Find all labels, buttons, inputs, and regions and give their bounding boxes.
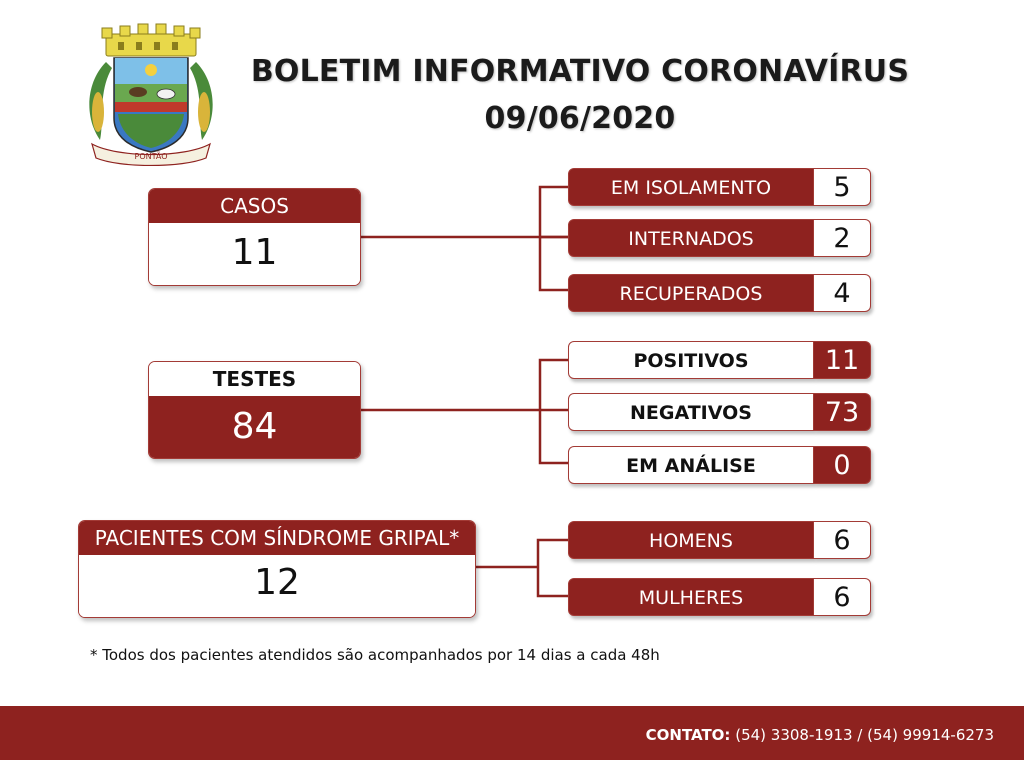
municipal-coat-of-arms-icon [78,22,224,166]
em-analise-value: 0 [814,446,871,484]
recuperados-label: RECUPERADOS [568,274,814,312]
page-title: BOLETIM INFORMATIVO CORONAVÍRUS [250,54,910,89]
casos-value: 11 [149,223,360,286]
report-date: 09/06/2020 [484,101,676,136]
positivos-value: 11 [814,341,871,379]
sindrome-label: PACIENTES COM SÍNDROME GRIPAL* [79,521,475,555]
logo-ribbon-text: PONTÃO [134,152,168,161]
internados-value: 2 [814,219,871,257]
contact-phones: (54) 3308-1913 / (54) 99914-6273 [735,726,994,744]
footer-bar [0,706,1024,760]
homens-label: HOMENS [568,521,814,559]
mulheres-value: 6 [814,578,871,616]
contact-info [646,726,994,744]
testes-value: 84 [149,396,360,459]
isolamento-label: EM ISOLAMENTO [568,168,814,206]
casos-box [148,188,361,286]
footnote: * Todos dos pacientes atendidos são acompanhados por 14 dias a cada 48h [90,646,660,664]
casos-label: CASOS [149,189,360,223]
internados-label: INTERNADOS [568,219,814,257]
sindrome-box [78,520,476,618]
sindrome-value: 12 [79,555,475,618]
isolamento-value: 5 [814,168,871,206]
contact-label: CONTATO: [645,726,731,744]
testes-label: TESTES [149,362,360,396]
negativos-label: NEGATIVOS [568,393,814,431]
positivos-label: POSITIVOS [568,341,814,379]
mulheres-label: MULHERES [568,578,814,616]
testes-box [148,361,361,459]
em-analise-label: EM ANÁLISE [568,446,814,484]
homens-value: 6 [814,521,871,559]
negativos-value: 73 [814,393,871,431]
recuperados-value: 4 [814,274,871,312]
